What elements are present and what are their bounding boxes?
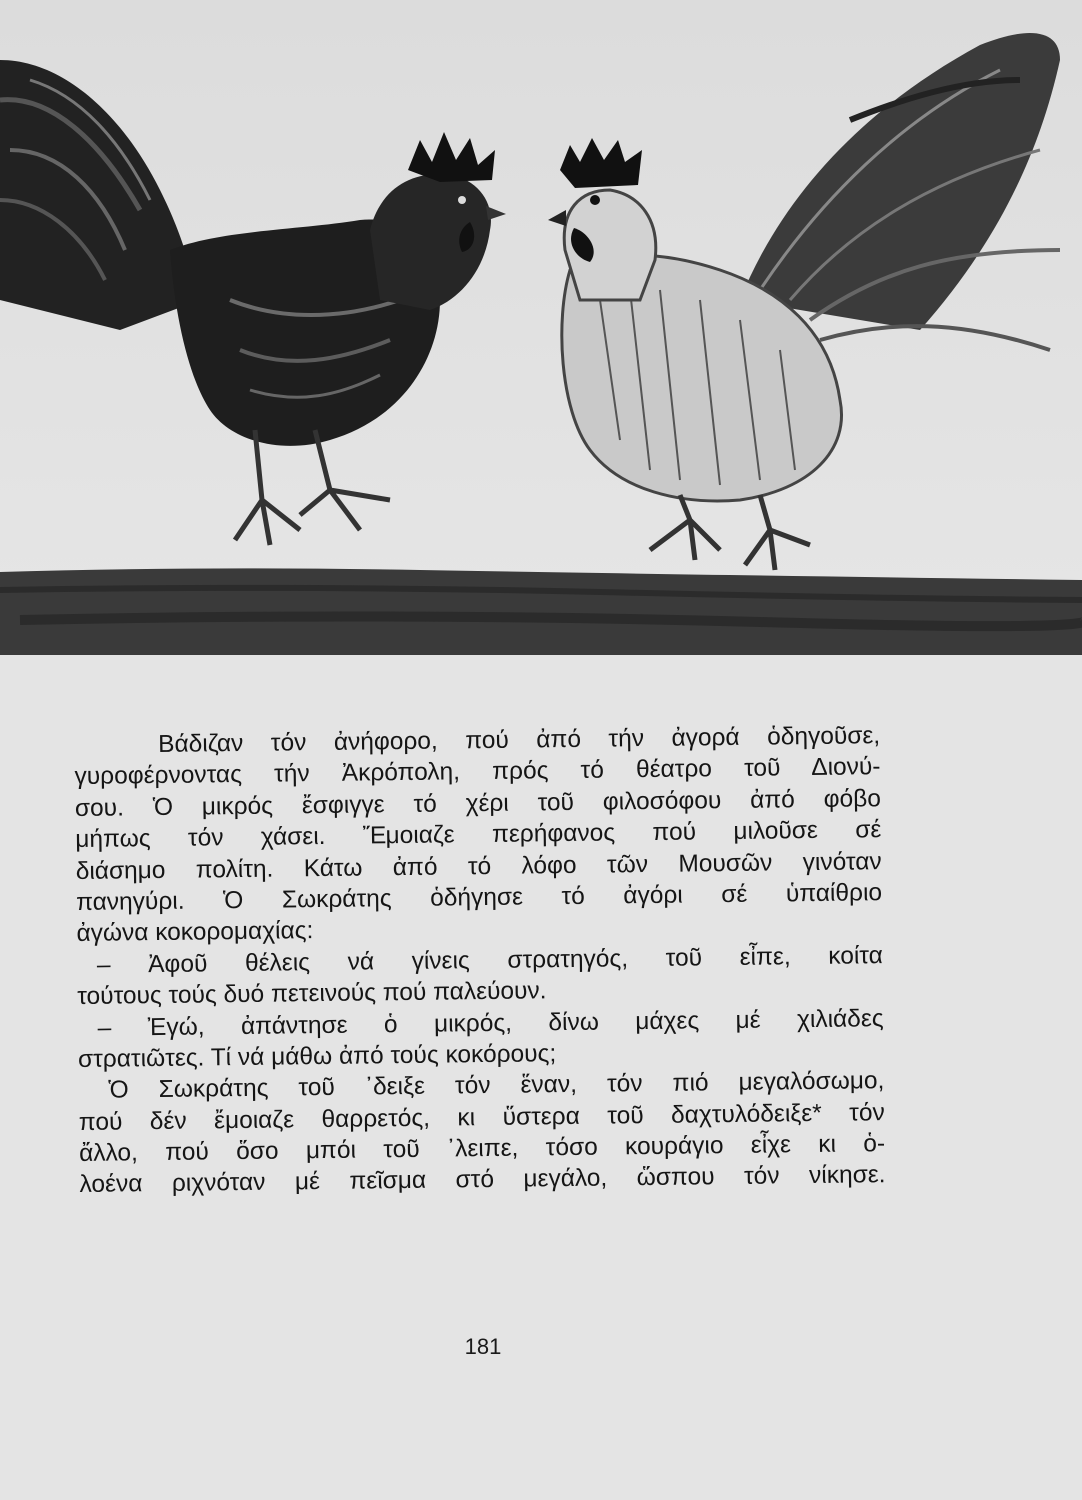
text-line: Ὁ Σωκράτης τοῦ ᾽δειξε τόν ἕναν, τόν πιό μεγαλόσωμο, xyxy=(108,1067,885,1104)
text-line: πανηγύρι. Ὁ Σωκράτης ὁδήγησε τό ἀγόρι σέ ὑπαίθριο xyxy=(75,879,883,916)
dialogue-line: – Ἀφοῦ θέλεις νά γίνεις στρατηγός, τοῦ εἶπε, κοίτα xyxy=(96,941,883,979)
text-line: λοένα ριχνόταν μέ πεῖσμα στό μεγάλο, ὥσπου τόν νίκησε. xyxy=(79,1161,886,1199)
text-line: μήπως τόν χάσει. Ἔμοιαζε περήφανος πού μιλοῦσε σέ xyxy=(75,816,882,854)
body-text xyxy=(74,720,886,1201)
text-line: διάσημο πολίτη. Κάτω ἀπό τό λόφο τῶν Μουσῶν γινόταν xyxy=(75,847,882,885)
page-number: 181 xyxy=(464,1334,502,1359)
text-line: σου. Ὁ μικρός ἔσφιγγε τό χέρι τοῦ φιλοσόφου ἀπό φόβο xyxy=(74,784,882,822)
text-line: τούτους τούς δυό πετεινούς πού παλεύουν. xyxy=(77,977,547,1011)
dialogue-line: – Ἐγώ, ἀπάντησε ὁ μικρός, δίνω μάχες μέ χιλιάδες xyxy=(97,1004,884,1042)
text-line: πού δέν ἔμοιαζε θαρρετός, κι ὕστερα τοῦ δαχτυλόδειξε* τόν xyxy=(78,1098,885,1136)
text-line: στρατιῶτες. Τί νά μάθω ἀπό τούς κοκόρους; xyxy=(77,1040,557,1073)
illustration-two-roosters xyxy=(0,0,1082,655)
text-line: γυροφέρνοντας τήν Ἀκρόπολη, πρός τό θέατρο τοῦ Διονύ- xyxy=(74,753,881,791)
text-line: ἄλλο, πού ὅσο μπόι τοῦ ᾽λειπε, τόσο κουράγιο εἶχε κι ὁ- xyxy=(79,1130,886,1168)
text-line: Βάδιζαν τόν ἀνήφορο, πού ἀπό τήν ἀγορά ὁδηγοῦσε, xyxy=(158,722,881,758)
text-line: ἀγώνα κοκορομαχίας: xyxy=(76,917,314,948)
ground-strip xyxy=(0,568,1082,655)
